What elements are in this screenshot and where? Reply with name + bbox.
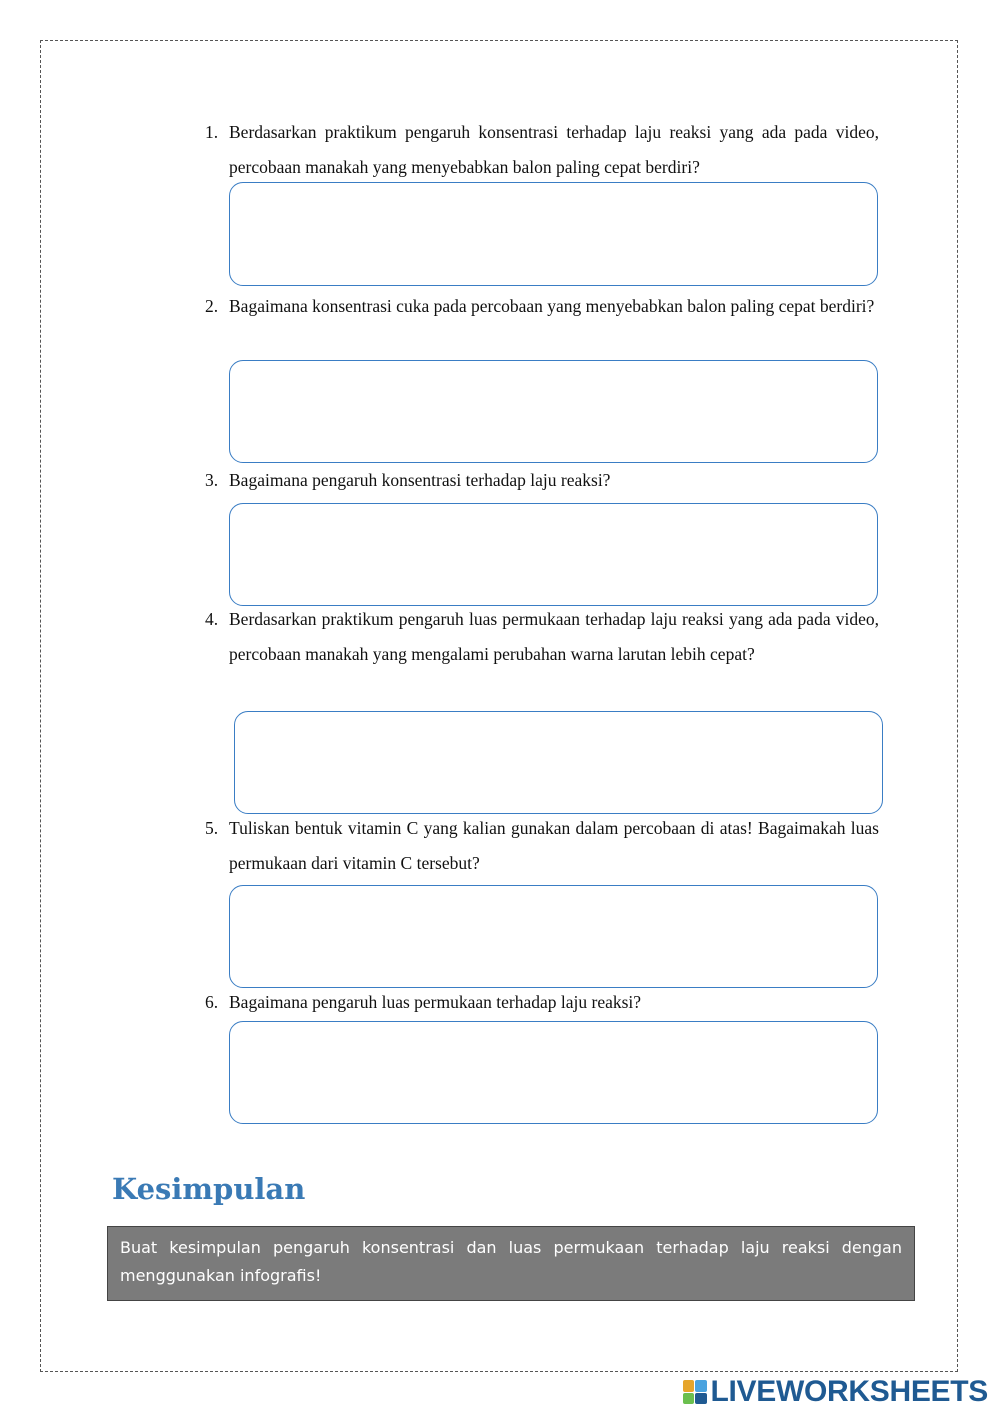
question-number: 6. [205,992,219,1012]
question-text: Bagaimana pengaruh luas permukaan terhadap laju reaksi? [229,992,642,1012]
liveworksheets-logo-icon [683,1380,707,1404]
question-text: Bagaimana konsentrasi cuka pada percobaan yang menyebabkan balon paling cepat berdiri? [229,296,875,316]
question-text: Berdasarkan praktikum pengaruh luas permukaan terhadap laju reaksi yang ada pada video, percobaan manakah yang mengalami perubahan warna larutan lebih cepat? [229,609,879,664]
question-text: Berdasarkan praktikum pengaruh konsentrasi terhadap laju reaksi yang ada pada video, percobaan manakah yang menyebabkan balon paling cepat berdiri? [229,122,879,177]
question-6 [205,985,879,1020]
brand-footer[interactable] [683,1375,989,1409]
answer-box-1[interactable] [229,182,878,286]
question-number: 2. [205,296,219,316]
brand-name: LIVEWORKSHEETS [710,1375,988,1408]
conclusion-instruction: Buat kesimpulan pengaruh konsentrasi dan luas permukaan terhadap laju reaksi dengan menggunakan infografis! [107,1226,915,1301]
question-number: 5. [205,818,219,838]
answer-box-2[interactable] [229,360,878,463]
question-number: 4. [205,609,219,629]
question-text: Bagaimana pengaruh konsentrasi terhadap laju reaksi? [229,470,611,490]
answer-box-3[interactable] [229,503,878,606]
question-1 [205,115,879,185]
answer-box-6[interactable] [229,1021,878,1124]
question-4 [205,602,879,672]
question-3 [205,463,879,498]
answer-box-5[interactable] [229,885,878,988]
conclusion-heading: Kesimpulan [112,1172,306,1206]
question-2 [205,289,879,324]
question-text: Tuliskan bentuk vitamin C yang kalian gunakan dalam percobaan di atas! Bagaimakah luas permukaan dari vitamin C tersebut? [229,818,879,873]
question-5 [205,811,879,881]
answer-box-4[interactable] [234,711,883,814]
question-number: 3. [205,470,219,490]
question-number: 1. [205,122,219,142]
